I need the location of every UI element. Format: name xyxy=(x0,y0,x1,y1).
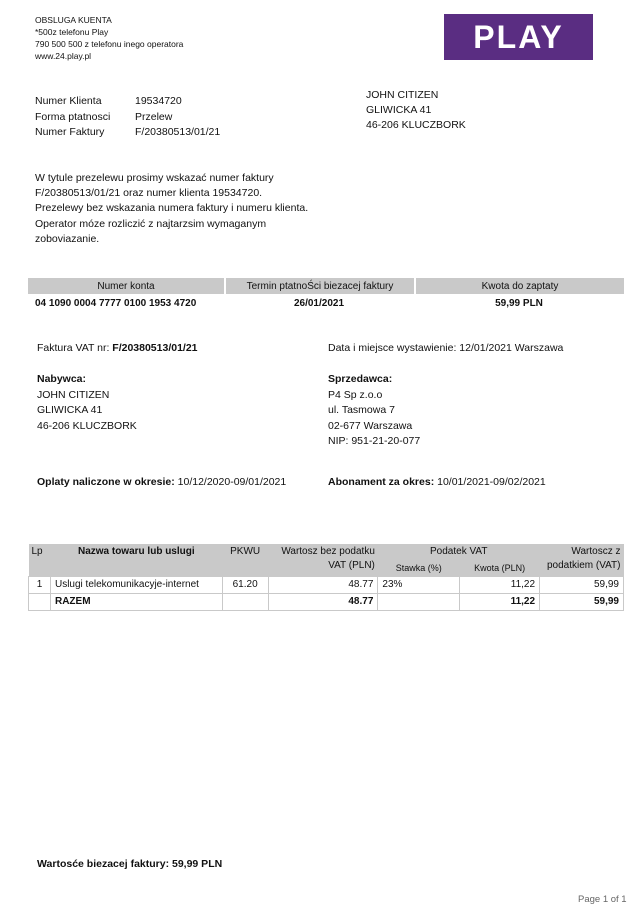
meta-value: 19534720 xyxy=(135,95,182,107)
cell-empty xyxy=(29,594,51,611)
charges-period xyxy=(37,476,286,488)
invoice-title xyxy=(37,342,198,354)
total-net: 48.77 xyxy=(268,594,378,611)
subscription-value: 10/01/2021-09/02/2021 xyxy=(437,476,546,488)
table-row xyxy=(29,577,624,594)
col-pkwu: PKWU xyxy=(222,544,268,577)
header-line: www.24.play.pl xyxy=(35,51,92,61)
note-line: zoboviazanie. xyxy=(35,232,100,245)
note-line: F/20380513/01/21 oraz numer klienta 19534720. xyxy=(35,187,263,200)
total-gross: 59,99 xyxy=(540,594,624,611)
client-meta xyxy=(35,94,220,141)
meta-label: Forma ptatnosci xyxy=(35,110,111,123)
meta-row xyxy=(35,110,220,126)
customer-service-info xyxy=(35,14,183,62)
meta-row xyxy=(35,125,220,141)
col-name: Nazwa towaru lub uslugi xyxy=(50,544,222,577)
buyer-line: JOHN CITIZEN xyxy=(37,388,110,401)
account-number: 04 1090 0004 7777 0100 1953 4720 xyxy=(35,297,197,309)
col-vat-amount: Kwota (PLN) xyxy=(460,560,540,577)
page-number: Page 1 of 1 xyxy=(578,894,627,905)
meta-label: Numer Faktury xyxy=(35,126,105,138)
col-gross: Wartoscz z podatkiem (VAT) xyxy=(540,544,624,577)
seller-title: Sprzedawca: xyxy=(328,373,393,385)
col-vat: Podatek VAT xyxy=(378,544,540,560)
due-header: Termin ptatnoŚci biezacej faktury xyxy=(246,280,394,292)
amount-due: 59,99 PLN xyxy=(495,297,543,309)
charges-label: Oplaty naliczone w okresie: xyxy=(37,476,175,488)
cell-net: 48.77 xyxy=(268,577,378,594)
seller-line: P4 Sp z.o.o xyxy=(328,388,383,401)
buyer-title: Nabywca: xyxy=(37,373,87,385)
payment-values xyxy=(28,296,624,310)
payment-note xyxy=(35,171,335,247)
seller-line: ul. Tasmowa 7 xyxy=(328,404,395,416)
cell-vat: 11,22 xyxy=(460,577,540,594)
header-line: 790 500 500 z telefonu inego operatora xyxy=(35,39,184,49)
note-line: Operator móze rozliczić z najtarzsim wymaganym xyxy=(35,217,267,230)
meta-label: Numer Klienta xyxy=(35,95,102,107)
invoice-label: Faktura VAT nr: xyxy=(37,342,110,354)
subscription-label: Abonament za okres: xyxy=(328,476,435,488)
cell-gross: 59,99 xyxy=(540,577,624,594)
items-table xyxy=(28,544,624,611)
meta-value: F/20380513/01/21 xyxy=(135,126,221,138)
note-line: Prezelewy bez wskazania numera faktury i numeru klienta. xyxy=(35,202,309,215)
issue-info: Data i miejsce wystawienie: 12/01/2021 Warszawa xyxy=(328,342,564,354)
note-line: W tytule prezelewu prosimy wskazać numer faktury xyxy=(35,172,274,184)
cell-empty xyxy=(222,594,268,611)
cell-rate: 23% xyxy=(378,577,460,594)
address-line: 46-206 KLUCZBORK xyxy=(366,119,466,131)
amount-header: Kwota do zaptaty xyxy=(481,280,559,292)
cell-lp: 1 xyxy=(29,577,51,594)
address-line: JOHN CITIZEN xyxy=(366,89,439,101)
col-rate: Stawka (%) xyxy=(378,560,460,577)
col-lp: Lp xyxy=(29,544,51,577)
subscription-period xyxy=(328,476,546,488)
meta-row xyxy=(35,94,220,110)
seller-line: 02-677 Warszawa xyxy=(328,419,413,432)
header-line: OBSLUGA KUENTA xyxy=(35,15,112,25)
buyer-line: 46-206 KLUCZBORK xyxy=(37,419,137,432)
due-date: 26/01/2021 xyxy=(293,297,345,309)
play-logo: PLAY xyxy=(444,14,593,60)
cell-empty xyxy=(378,594,460,611)
account-header: Numer konta xyxy=(97,280,155,292)
invoice-number: F/20380513/01/21 xyxy=(112,342,198,354)
seller-block xyxy=(328,372,420,450)
header-line: *500z telefonu Play xyxy=(35,27,109,37)
total-label: RAZEM xyxy=(50,594,222,611)
col-net: Wartosz bez podatku VAT (PLN) xyxy=(268,544,378,577)
meta-value: Przelew xyxy=(135,110,173,123)
buyer-block xyxy=(37,372,137,434)
invoice-total: Wartosće biezacej faktury: 59,99 PLN xyxy=(37,858,223,870)
buyer-line: GLIWICKA 41 xyxy=(37,404,103,416)
cell-pkwu: 61.20 xyxy=(222,577,268,594)
cell-name: Uslugi telekomunikacyje-internet xyxy=(50,577,222,594)
total-vat: 11,22 xyxy=(460,594,540,611)
table-total-row xyxy=(29,594,624,611)
address-line: GLIWICKA 41 xyxy=(366,104,432,116)
seller-line: NIP: 951-21-20-077 xyxy=(328,435,421,447)
charges-value: 10/12/2020-09/01/2021 xyxy=(177,476,287,488)
payment-header-bar xyxy=(28,278,624,294)
table-header-row xyxy=(29,544,624,560)
recipient-address xyxy=(366,88,466,133)
